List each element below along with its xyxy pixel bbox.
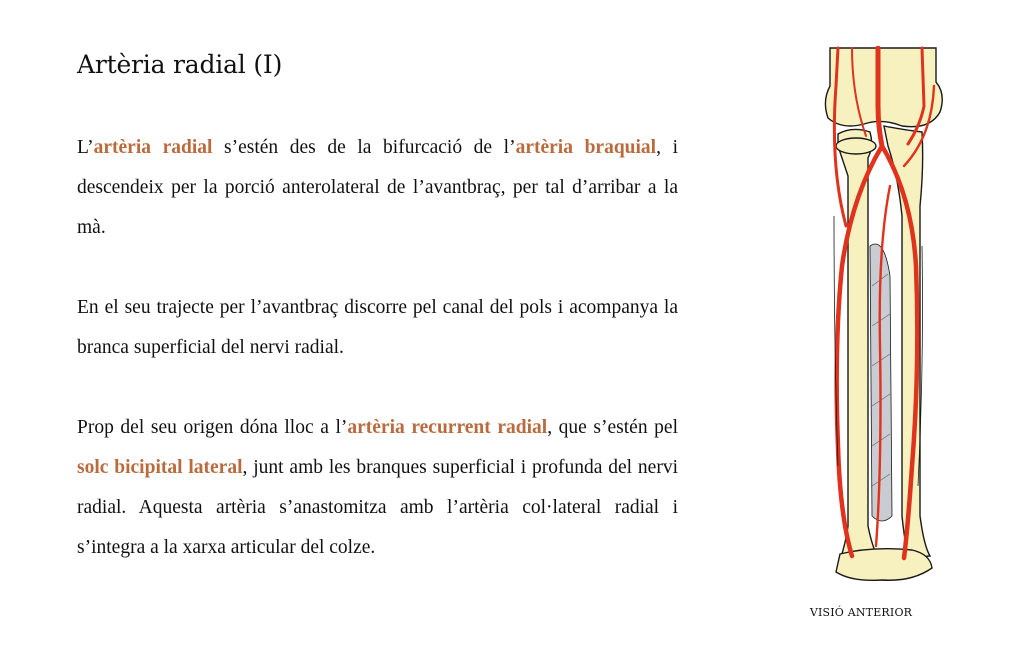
term-solc-bicipital-lateral: solc bicipital lateral (77, 457, 243, 478)
text-run: s’estén des de la bifurcació de l’ (212, 137, 516, 158)
text-run: En el seu trajecte per l’avantbraç discorre pel canal del pols i acompanya la branca superficial del nervi radial. (77, 297, 678, 358)
text-run: , junt amb les branques superficial i profunda del nervi radial. Aquesta artèria s’anastomitza amb l’artèria col·lateral radial i s’integra a la xarxa articular del colze. (77, 457, 678, 558)
paragraph-2 (77, 288, 678, 368)
forearm-illustration (812, 46, 952, 594)
paragraph-1 (77, 128, 678, 248)
text-run: L’ (77, 137, 94, 158)
text-run: , i descendeix per la porció anterolateral de l’avantbraç, per tal d’arribar a la mà. (77, 137, 678, 238)
term-arteria-recurrent-radial: artèria recurrent radial (347, 417, 548, 438)
radius-head (836, 138, 876, 154)
term-arteria-radial: artèria radial (93, 137, 213, 158)
page-title: Artèria radial (I) (77, 50, 283, 79)
term-arteria-braquial: artèria braquial (515, 137, 657, 158)
figure-caption: VISIÓ ANTERIOR (809, 606, 913, 619)
body-text (77, 128, 678, 608)
text-run: , que s’estén pel (547, 417, 678, 438)
text-run: Prop del seu origen dóna lloc a l’ (77, 417, 348, 438)
paragraph-3 (77, 408, 678, 568)
